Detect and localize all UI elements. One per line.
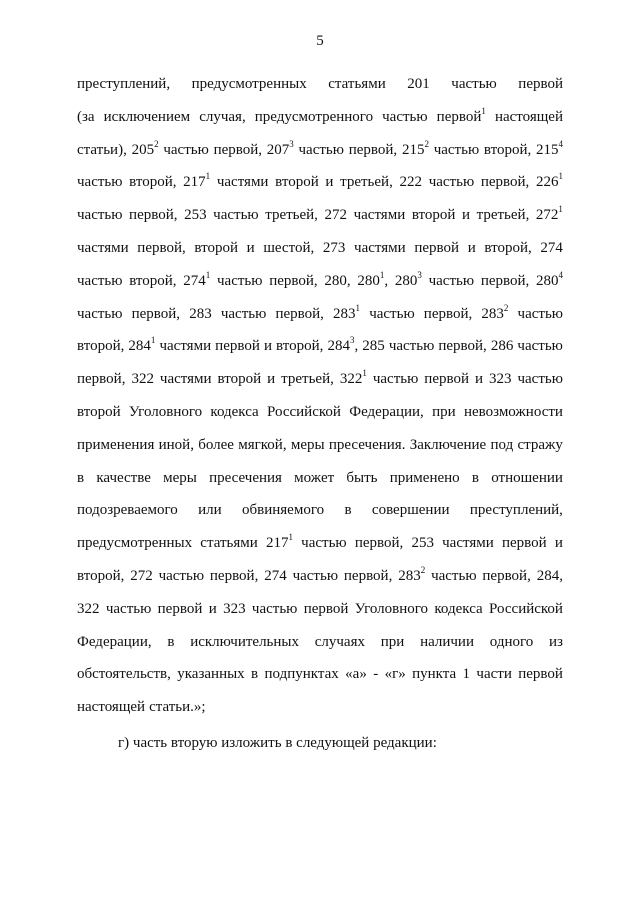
word: третьей, xyxy=(281,371,334,388)
word: второй xyxy=(217,371,262,388)
text-line xyxy=(77,560,563,593)
word: $272^1$ xyxy=(535,204,563,224)
word: $215^2$ xyxy=(401,138,429,158)
word: первой xyxy=(303,600,349,617)
page-number: 5 xyxy=(316,33,324,49)
word: и xyxy=(208,600,217,617)
text-line xyxy=(77,101,563,134)
word: $215^4$ xyxy=(536,138,563,158)
word: кодекса xyxy=(434,600,483,617)
word: $217^1$ xyxy=(265,532,293,552)
word: первой xyxy=(424,371,469,388)
word: частями xyxy=(216,174,269,191)
word: в xyxy=(471,469,479,486)
word: подпунктах xyxy=(264,666,339,683)
word: в xyxy=(167,633,175,650)
word: «г» xyxy=(384,666,406,683)
superscript-index: 3 xyxy=(417,269,422,280)
word: второй, xyxy=(77,567,125,584)
word: более xyxy=(198,436,234,453)
word: $280^4$ xyxy=(536,269,563,289)
word: первой, xyxy=(354,535,404,552)
superscript-index: 1 xyxy=(362,368,367,379)
word: 285 xyxy=(362,338,385,355)
text-line xyxy=(77,494,563,527)
text-line xyxy=(77,199,563,232)
word: Федерации, xyxy=(77,633,152,650)
word: второй, xyxy=(483,141,532,158)
word: частью xyxy=(451,76,497,92)
word: первой xyxy=(414,239,460,256)
word: преступлений, xyxy=(469,502,563,519)
word: $280^1$, xyxy=(357,269,389,289)
text-line xyxy=(77,691,563,724)
word: второй xyxy=(411,207,456,224)
word: 286 xyxy=(490,338,514,355)
text-line xyxy=(77,298,563,331)
word: исключением xyxy=(103,108,191,125)
word: мягкой, xyxy=(238,436,287,453)
word: пресечения. xyxy=(328,436,406,453)
word: пункта xyxy=(412,666,457,683)
text-line xyxy=(77,658,563,691)
word: частью xyxy=(77,272,123,289)
word: и xyxy=(461,207,471,224)
word: кодекса xyxy=(210,403,259,420)
word: 283 xyxy=(189,305,212,322)
word: первой, xyxy=(343,567,393,584)
word: первой xyxy=(157,600,203,617)
word: частью xyxy=(163,141,209,158)
superscript-index: 1 xyxy=(205,171,211,182)
word: частью xyxy=(431,567,477,584)
superscript-index: 1 xyxy=(379,269,385,280)
word: частью xyxy=(428,174,475,191)
word: меры xyxy=(290,436,325,453)
word: предусмотренного xyxy=(254,108,374,125)
word: первой, xyxy=(480,174,530,191)
superscript-index: 1 xyxy=(205,269,211,280)
word: частями xyxy=(77,239,129,256)
word: случаях xyxy=(314,633,365,650)
word: 253 xyxy=(184,207,207,224)
text-line xyxy=(77,330,563,363)
word: $226^1$ xyxy=(535,171,563,191)
word: частью xyxy=(388,338,435,355)
word: качестве xyxy=(96,469,151,486)
word: и xyxy=(474,371,484,388)
word: 1 xyxy=(462,666,471,683)
word: частью xyxy=(251,600,298,617)
word: при xyxy=(432,403,456,420)
word: 322 xyxy=(131,371,154,388)
word: применения xyxy=(77,436,155,453)
word: или xyxy=(198,502,222,519)
word: под xyxy=(490,436,514,453)
word: обстоятельств, xyxy=(77,666,171,683)
word: в xyxy=(77,469,85,486)
word: частью xyxy=(428,272,475,289)
word: исключительных xyxy=(190,633,299,650)
word: обвиняемого xyxy=(242,502,325,519)
word: 323 xyxy=(223,600,246,617)
word: первой, xyxy=(482,567,531,584)
superscript-index: 1 xyxy=(288,532,293,543)
word: частью xyxy=(517,338,563,355)
word: преступлений, xyxy=(77,76,171,92)
word: наличии xyxy=(420,633,474,650)
word: второй, xyxy=(129,272,177,289)
word: $207^3$ xyxy=(266,138,294,158)
word: и xyxy=(554,535,563,552)
word: частью xyxy=(517,371,563,388)
word: третьей, xyxy=(476,207,530,224)
word: 272 xyxy=(324,207,348,224)
word: иной, xyxy=(158,436,194,453)
word: $283^2$ xyxy=(398,564,426,584)
word: второй xyxy=(77,403,121,420)
word: частью xyxy=(77,305,123,322)
word: и xyxy=(246,239,255,256)
word: 323 xyxy=(489,371,512,388)
word: частью xyxy=(77,207,123,224)
word: 273 xyxy=(322,239,346,256)
word: второй, xyxy=(276,338,324,355)
superscript-index: 2 xyxy=(424,138,429,149)
word: первой, xyxy=(131,305,181,322)
word: 284, xyxy=(536,567,563,584)
word: частями xyxy=(353,207,406,224)
word: частью xyxy=(433,141,480,158)
text-line xyxy=(77,232,563,265)
word: одного xyxy=(489,633,534,650)
word: случая, xyxy=(199,108,246,125)
word: частью xyxy=(105,600,152,617)
word: частью xyxy=(382,108,428,125)
word: стражу xyxy=(517,436,563,453)
text-line xyxy=(77,134,563,167)
text-line xyxy=(77,527,563,560)
text-line xyxy=(77,429,563,462)
word: первой xyxy=(518,76,563,92)
word: второй, xyxy=(484,239,532,256)
word: (за xyxy=(77,108,95,125)
word: предусмотренных xyxy=(191,76,307,92)
word: $283^2$ xyxy=(481,302,509,322)
superscript-index: 3 xyxy=(289,138,294,149)
word: частью xyxy=(372,371,419,388)
word: $205^2$ xyxy=(131,138,159,158)
word: применено xyxy=(389,469,460,486)
word: $284^1$ xyxy=(128,335,156,355)
text-line xyxy=(77,626,563,659)
word: первой, xyxy=(423,305,473,322)
word: Уголовного xyxy=(354,600,429,617)
word: частью xyxy=(213,207,259,224)
word: частью xyxy=(77,174,123,191)
word: невозможности xyxy=(463,403,563,420)
word: и xyxy=(267,371,276,388)
superscript-index: 4 xyxy=(558,138,563,149)
word: в xyxy=(344,502,352,519)
word: предусмотренных xyxy=(77,535,193,552)
word: третьей, xyxy=(265,207,318,224)
word: Российской xyxy=(489,600,563,617)
text-line xyxy=(77,396,563,429)
word: Уголовного xyxy=(128,403,203,420)
word: статьи.»; xyxy=(149,699,206,716)
word: частями xyxy=(442,535,494,552)
word: при xyxy=(380,633,405,650)
word: подозреваемого xyxy=(77,502,178,519)
word: $217^1$ xyxy=(183,171,211,191)
word: первой xyxy=(518,666,563,683)
word: статьи), xyxy=(77,141,127,158)
superscript-index: 4 xyxy=(558,269,563,280)
word: первой, xyxy=(438,338,487,355)
word: 253 xyxy=(411,535,434,552)
word: Заключение xyxy=(409,436,487,453)
word: 222 xyxy=(399,174,423,191)
word: первой, xyxy=(209,567,259,584)
word: 322 xyxy=(77,600,100,617)
word: первой, xyxy=(213,141,263,158)
word: отношении xyxy=(491,469,563,486)
word: указанных xyxy=(177,666,245,683)
superscript-index: 2 xyxy=(420,564,426,575)
word: первой$^1$ xyxy=(436,105,486,125)
word: второй xyxy=(275,174,319,191)
word: частями xyxy=(159,338,212,355)
word: пресечения xyxy=(209,469,282,486)
text-line xyxy=(77,363,563,396)
word: первой, xyxy=(269,272,318,289)
word: первой, xyxy=(77,371,126,388)
word: 274 xyxy=(264,567,287,584)
word: 274 xyxy=(540,239,563,256)
word: второй xyxy=(194,239,238,256)
word: второй, xyxy=(77,338,125,355)
body-text xyxy=(77,68,563,724)
superscript-index: 2 xyxy=(154,138,159,149)
word: третьей, xyxy=(340,174,393,191)
word: первой, xyxy=(348,141,398,158)
word: статьями xyxy=(328,76,386,92)
superscript-index: 1 xyxy=(481,105,486,116)
word: «а» xyxy=(345,666,367,683)
superscript-index: 3 xyxy=(349,335,355,346)
word: Российской xyxy=(267,403,341,420)
word: первой xyxy=(501,535,547,552)
word: первой, xyxy=(480,272,530,289)
word: и xyxy=(467,239,476,256)
word: частями xyxy=(354,239,406,256)
word: второй, xyxy=(129,174,177,191)
word: из xyxy=(549,633,563,650)
word: частью xyxy=(158,567,205,584)
word: частью xyxy=(301,535,347,552)
word: быть xyxy=(346,469,378,486)
word: частью xyxy=(220,305,267,322)
word: и xyxy=(263,338,272,355)
word: частью xyxy=(369,305,415,322)
word: совершении xyxy=(371,502,450,519)
word: $280^3$ xyxy=(394,269,422,289)
superscript-index: 1 xyxy=(558,171,563,182)
word: $274^1$ xyxy=(183,269,211,289)
superscript-index: 1 xyxy=(355,302,361,313)
text-line xyxy=(77,462,563,495)
word: $283^1$ xyxy=(333,302,361,322)
word: $284^3$, xyxy=(327,335,359,355)
word: частью xyxy=(517,305,563,322)
superscript-index: 2 xyxy=(503,302,509,313)
word: Федерации, xyxy=(349,403,424,420)
word: статьями xyxy=(200,535,258,552)
superscript-index: 1 xyxy=(150,335,156,346)
word: меры xyxy=(163,469,197,486)
word: 272 xyxy=(130,567,153,584)
word: части xyxy=(476,666,512,683)
word: шестой, xyxy=(263,239,315,256)
superscript-index: 1 xyxy=(558,204,563,215)
word: настоящей xyxy=(77,699,146,716)
word: может xyxy=(294,469,335,486)
word: первой, xyxy=(137,239,186,256)
word: частью xyxy=(292,567,339,584)
word: - xyxy=(373,666,379,683)
word: первой xyxy=(215,338,260,355)
word: 201 xyxy=(407,76,430,92)
word: $322^1$ xyxy=(339,368,367,388)
word: частями xyxy=(159,371,212,388)
word: частью xyxy=(298,141,344,158)
word: в xyxy=(251,666,259,683)
word: частью xyxy=(217,272,263,289)
text-line xyxy=(77,593,563,626)
word: и xyxy=(325,174,334,191)
word: первой, xyxy=(129,207,178,224)
paragraph-item-g: г) часть вторую изложить в следующей редакции: xyxy=(118,735,437,751)
text-line xyxy=(77,68,563,101)
word: первой, xyxy=(275,305,324,322)
text-line xyxy=(77,166,563,199)
word: настоящей xyxy=(494,108,563,125)
text-line xyxy=(77,265,563,298)
word: 280, xyxy=(324,272,351,289)
